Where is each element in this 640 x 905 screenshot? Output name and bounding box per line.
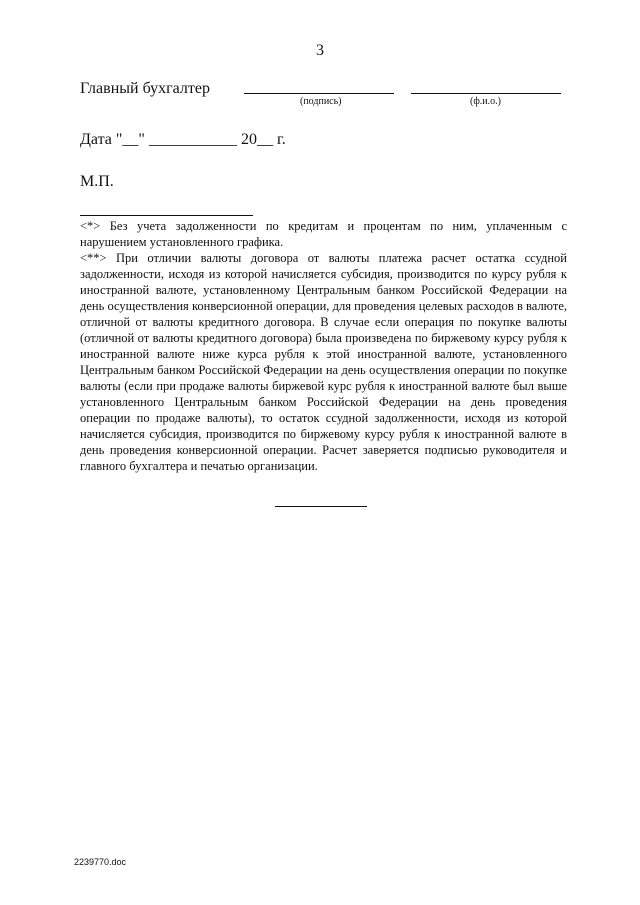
document-filename: 2239770.doc bbox=[74, 857, 127, 867]
full-name-line bbox=[411, 93, 561, 94]
footnote-separator bbox=[80, 215, 253, 216]
full-name-caption: (ф.и.о.) bbox=[470, 96, 501, 107]
signature-line bbox=[244, 93, 394, 94]
signature-caption: (подпись) bbox=[300, 96, 342, 107]
page-number: 3 bbox=[316, 42, 324, 59]
end-of-text-rule bbox=[275, 506, 367, 507]
date-line: Дата "__" ___________ 20__ г. bbox=[80, 131, 286, 148]
footnotes bbox=[80, 218, 567, 474]
footnote-2: <**> При отличии валюты договора от валюты платежа расчет остатка ссудной задолженности, исходя из которой начисляется субсидия, производится по курсу рубля к иностранной валюте, установленному Центральным банком Российской Федерации на день осуществления конверсионной операции, для проведения целевых расходов в валюте, отличной от валюты кредитного договора. В случае если операция по покупке валюты (отличной от валюты кредитного договора) была произведена по биржевому курсу рубля к иностранной валюте ниже курса рубля к этой иностранной валюте, установленного Центральным банком Российской Федерации на день осуществления операции по покупке валюты (если при продаже валюты биржевой курс рубля к иностранной валюте был выше установленного Центральным банком Российской Федерации на день проведения операции по продаже валюты), то остаток ссудной задолженности, исходя из которой начисляется субсидия, производится по биржевому курсу рубля к иностранной валюте в день проведения конверсионной операции. Расчет заверяется подписью руководителя и главного бухгалтера и печатью организации. bbox=[80, 251, 567, 473]
stamp-place-label: М.П. bbox=[80, 173, 114, 190]
chief-accountant-label: Главный бухгалтер bbox=[80, 80, 210, 97]
footnote-1: <*> Без учета задолженности по кредитам и процентам по ним, уплаченным с нарушением установленного графика. bbox=[80, 219, 567, 249]
